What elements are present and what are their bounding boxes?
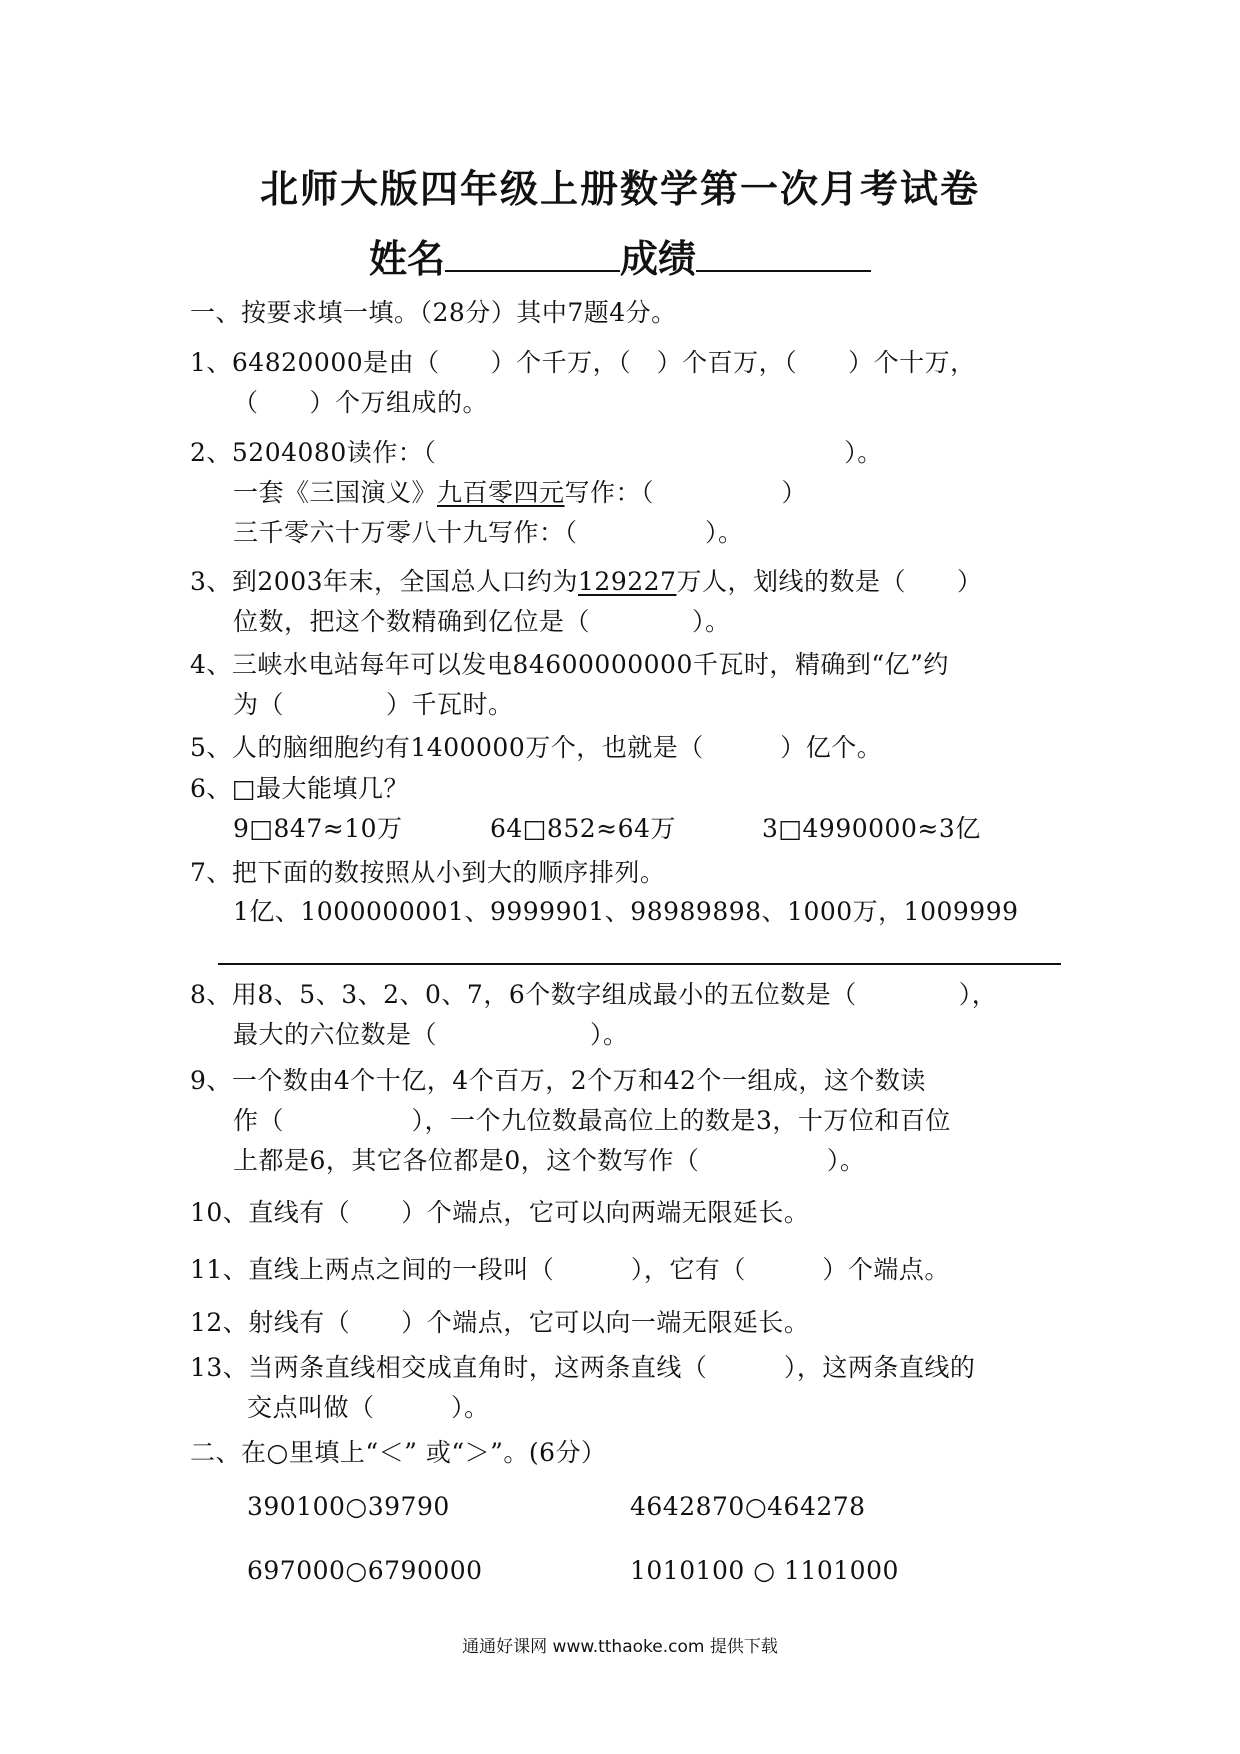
q1-line1: 1、64820000是由（ ）个千万，（ ）个百万，（ ）个十万， <box>190 348 976 377</box>
q9-line1: 9、一个数由4个十亿，4个百万，2个万和42个一组成，这个数读 <box>190 1066 926 1095</box>
q4-line2: 为（ ）千瓦时。 <box>233 690 514 719</box>
q2-line1: 2、5204080读作：（ ）。 <box>190 438 883 467</box>
q12-line: 12、射线有（ ）个端点，它可以向一端无限延长。 <box>190 1308 810 1337</box>
compare-d: 1010100 ○ 1101000 <box>630 1556 899 1585</box>
q6-item-b: 64□852≈64万 <box>490 814 676 843</box>
q2-line2 <box>233 476 807 510</box>
compare-c: 697000○6790000 <box>247 1556 483 1585</box>
q3-line1-a: 3、到2003年末，全国总人口约为 <box>190 567 579 596</box>
q13-line1: 13、当两条直线相交成直角时，这两条直线（ ），这两条直线的 <box>190 1353 976 1382</box>
q6-line1: 6、□最大能填几？ <box>190 774 410 803</box>
q7-line1: 7、把下面的数按照从小到大的顺序排列。 <box>190 858 666 887</box>
q13-line2: 交点叫做（ ）。 <box>247 1393 490 1422</box>
q6-item-c: 3□4990000≈3亿 <box>762 814 981 843</box>
name-blank[interactable] <box>445 240 620 272</box>
q2-line2-a: 一套《三国演义》 <box>233 478 438 507</box>
q9-line3: 上都是6，其它各位都是0，这个数写作（ ）。 <box>233 1146 866 1175</box>
q2-line3: 三千零六十万零八十九写作：（ ）。 <box>233 518 744 547</box>
q3-line1-underlined: 129227 <box>578 567 677 596</box>
q5-line: 5、人的脑细胞约有1400000万个，也就是（ ）亿个。 <box>190 733 883 762</box>
q3-line1-b: 万人，划线的数是（ ） <box>676 567 983 596</box>
q8-line1: 8、用8、5、3、2、0、7，6个数字组成最小的五位数是（ ）， <box>190 980 998 1009</box>
section1-heading: 一、按要求填一填。（28分）其中7题4分。 <box>190 298 677 327</box>
section2-heading: 二、在○里填上“＜” 或“＞”。(6分） <box>190 1438 607 1467</box>
q2-line2-b: 写作：（ ） <box>564 478 808 507</box>
q1-line2: （ ）个万组成的。 <box>233 388 489 417</box>
q6-item-a: 9□847≈10万 <box>233 814 403 843</box>
q7-answer-line[interactable] <box>218 963 1061 965</box>
q11-line: 11、直线上两点之间的一段叫（ ），它有（ ）个端点。 <box>190 1255 950 1284</box>
q9-line2: 作（ ），一个九位数最高位上的数是3，十万位和百位 <box>233 1106 951 1135</box>
q2-line2-underlined: 九百零四元 <box>437 478 565 507</box>
q7-line2: 1亿、1000000001、9999901、98989898、1000万，1009999 <box>233 897 1019 926</box>
q10-line: 10、直线有（ ）个端点，它可以向两端无限延长。 <box>190 1198 810 1227</box>
footer-source: 通通好课网 www.tthaoke.com 提供下载 <box>462 1637 778 1657</box>
q8-line2: 最大的六位数是（ ）。 <box>233 1020 629 1049</box>
name-label: 姓名 <box>368 237 445 281</box>
name-score-row <box>0 228 1240 283</box>
q3-line1 <box>190 565 982 599</box>
score-blank[interactable] <box>696 240 871 272</box>
page-title: 北师大版四年级上册数学第一次月考试卷 <box>259 167 980 211</box>
compare-b: 4642870○464278 <box>630 1492 866 1521</box>
q3-line2: 位数，把这个数精确到亿位是（ ）。 <box>233 607 731 636</box>
score-label: 成绩 <box>620 237 697 281</box>
q4-line1: 4、三峡水电站每年可以发电84600000000千瓦时，精确到“亿”约 <box>190 650 949 679</box>
compare-a: 390100○39790 <box>247 1492 450 1521</box>
